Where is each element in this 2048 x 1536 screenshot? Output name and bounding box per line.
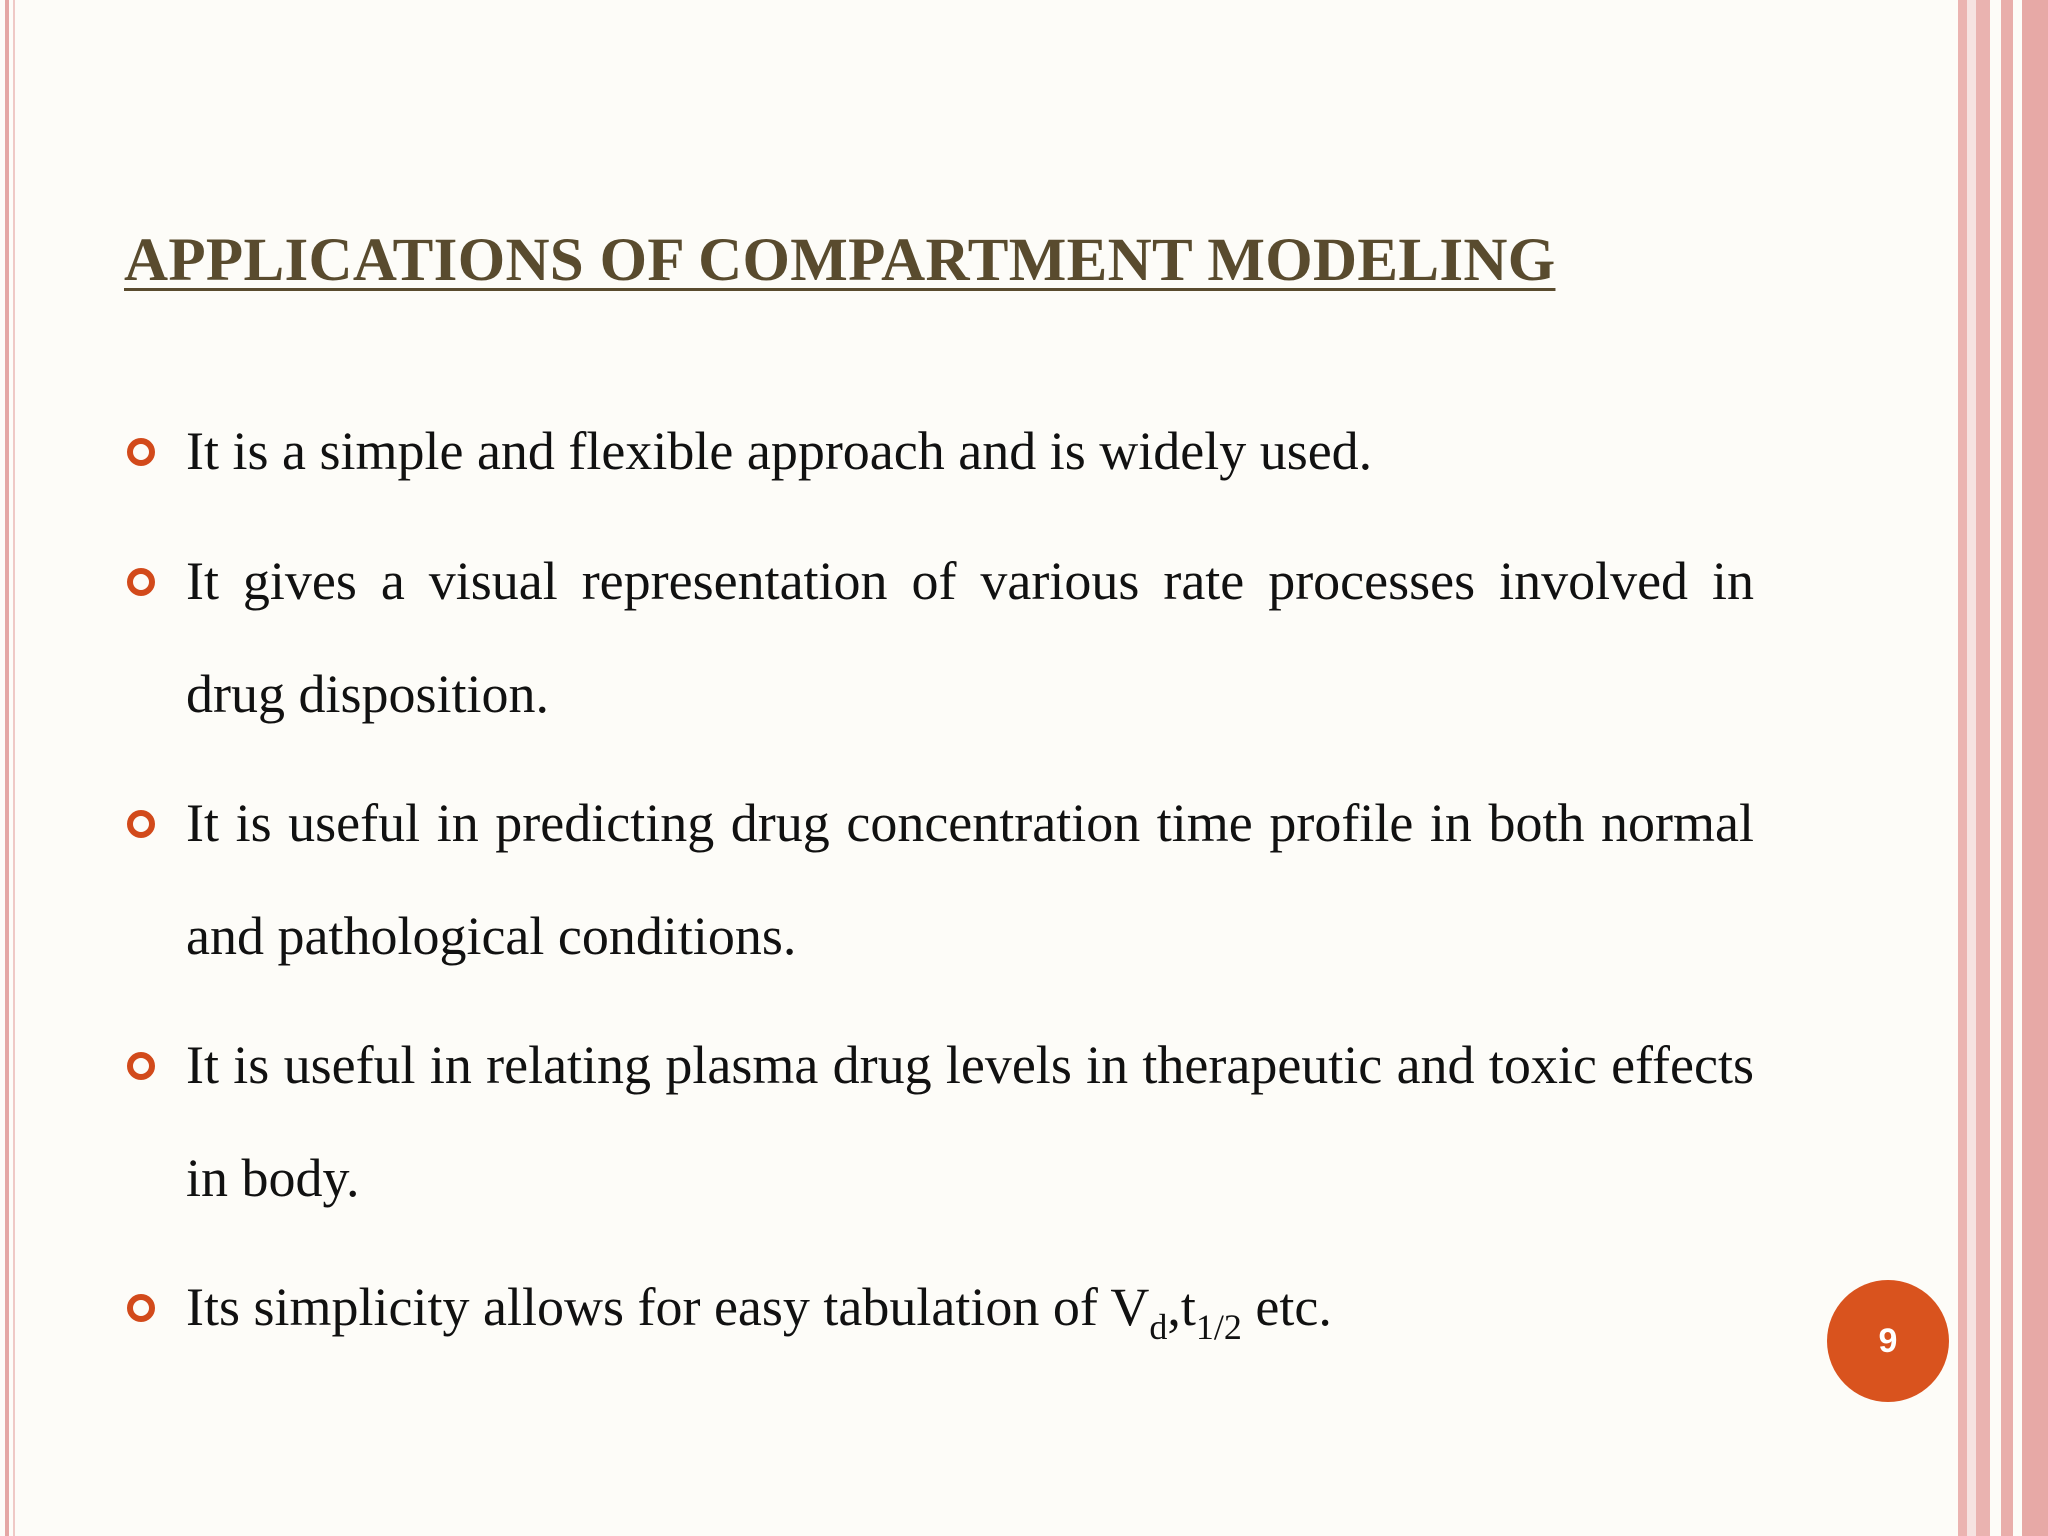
ring-bullet-icon xyxy=(127,1294,155,1322)
comma: , xyxy=(1167,1277,1181,1337)
right-border-stripe-2 xyxy=(1976,0,1990,1536)
volume-subscript: d xyxy=(1149,1307,1168,1347)
page-number: 9 xyxy=(1878,1321,1898,1360)
half-life-subscript: 1/2 xyxy=(1195,1307,1242,1347)
right-border-stripe-3 xyxy=(2001,0,2013,1536)
ring-bullet-icon xyxy=(127,810,155,838)
bullet-item xyxy=(124,767,1754,993)
page-number-badge xyxy=(1827,1280,1949,1402)
volume-symbol: V xyxy=(1110,1277,1150,1337)
right-border-stripe-1 xyxy=(1958,0,1967,1536)
bullet-text-prefix: Its simplicity allows for easy tabulation of xyxy=(186,1277,1111,1337)
bullet-text: It gives a visual representation of various rate processes involved in drug disposition. xyxy=(186,551,1754,724)
left-border-stripe-thin xyxy=(13,0,15,1536)
ring-bullet-icon xyxy=(127,1052,155,1080)
left-border-stripe xyxy=(5,0,9,1536)
bullet-item xyxy=(124,1009,1754,1235)
bullet-list xyxy=(124,395,1754,1380)
half-life-symbol: t xyxy=(1180,1277,1196,1337)
bullet-text: It is a simple and flexible approach and is widely used. xyxy=(186,421,1373,481)
ring-bullet-icon xyxy=(127,568,155,596)
right-border-stripe-4 xyxy=(2022,0,2048,1536)
bullet-text: It is useful in predicting drug concentration time profile in both normal and pathological conditions. xyxy=(186,793,1754,966)
right-border-gap xyxy=(1967,0,1976,1536)
bullet-text: It is useful in relating plasma drug levels in therapeutic and toxic effects in body. xyxy=(186,1035,1754,1208)
bullet-item xyxy=(124,395,1754,508)
slide-title: APPLICATIONS OF COMPARTMENT MODELING xyxy=(124,227,1556,294)
ring-bullet-icon xyxy=(127,438,155,466)
bullet-item xyxy=(124,1251,1754,1364)
bullet-item xyxy=(124,525,1754,751)
bullet-text-suffix: etc. xyxy=(1241,1277,1332,1337)
